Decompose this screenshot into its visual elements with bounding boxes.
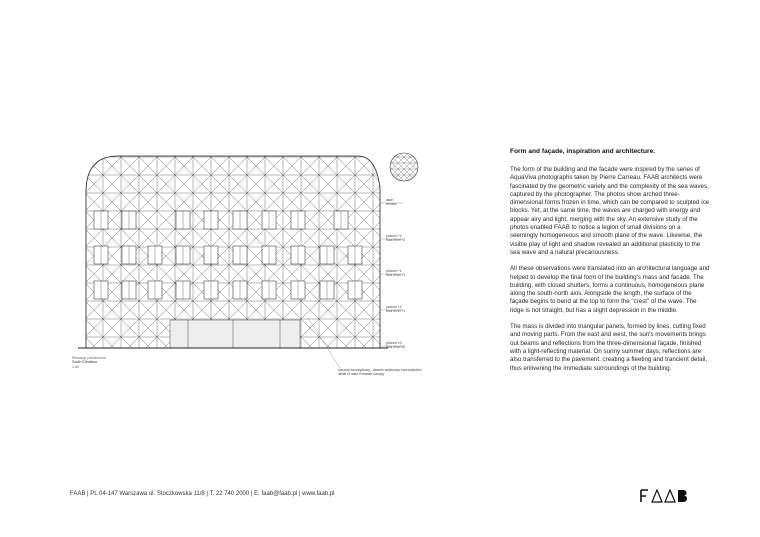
article-paragraph-3: The mass is divided into triangular panels, formed by lines, cutting fixed and moving parts. From the east and west, the sun's movements brings out beams and reflections from the three-dimensional façade, finished with a light-reflecting material. On sunny summer days, reflections are also transferred to the pavement, creating a fleeting and trancient detail, thus enlivening the immediate surroundings of the building. bbox=[510, 323, 708, 372]
south-elevation-drawing bbox=[58, 148, 478, 380]
article-paragraph-1: The form of the building and the facade were inspired by the series of AquaViva photographs taken by Pierre Carreau. FAAB architects were fascinated by the geometric variety and the complexity of the sea waves, captured by the photographer. The photos show arched three-dimensional forms frozen in time, which can be compared to sculpted ice blocks. Yet, at the same time, the waves are charged with energy and appear airy and light, merging with the sky. An extensive study of the photos enabled FAAB to notice a legion of small divisions on a seemingly homogeneous and smooth plane of the wave. Likewise, the visible play of light and shadow revealed an additional plasticity to the sea wave and a natural precariousness. bbox=[510, 166, 710, 256]
drawing-scale: 1:00 bbox=[72, 364, 79, 369]
drawing-title-pl: Elewacja południowa bbox=[72, 356, 106, 360]
annotation-roof: dach terrace bbox=[386, 198, 397, 207]
article-heading: Form and façade, inspiration and architecture. bbox=[510, 148, 656, 155]
footer-contact: FAAB | PL 04-147 Warszawa ul. Stoczkowska 11/8 | T. 22 740 2000 | E. faab@faab.pl | www.faab.pl bbox=[70, 491, 335, 497]
drawing-title-en: South Elevation bbox=[72, 360, 98, 365]
annotation-level-1a: poziom +1 floor level +1 bbox=[386, 269, 406, 278]
annotation-level-2: poziom +2 floor level +2 bbox=[386, 234, 406, 243]
article-column bbox=[510, 148, 710, 381]
facade-detail-circle bbox=[388, 153, 420, 185]
article-paragraph-2: All these observations were translated into an architectural language and helped to develop the final form of the building's mass and facade. The building, with closed shutters, forms a continuous, homogeneous plane along the south-north axis. Alongside the length, the surface of the façade begins to bend at the top to form the "crest" of the wave. The ridge is not straight, but has a slight depression in the middle. bbox=[510, 265, 710, 314]
faab-logo bbox=[640, 489, 688, 508]
drawing-title-block bbox=[72, 356, 106, 369]
annotation-level-0: poziom ±0 floor level ±0 bbox=[386, 341, 406, 350]
facade-elevation-graphic bbox=[58, 148, 478, 380]
detail-note: rysunek szczegółowy - daszek wejściowy nad wejściem detail of main entrance canopy bbox=[338, 368, 422, 377]
annotation-level-1b: poziom +1 floor level +1 bbox=[386, 305, 406, 314]
faab-logo-mark bbox=[640, 489, 688, 503]
